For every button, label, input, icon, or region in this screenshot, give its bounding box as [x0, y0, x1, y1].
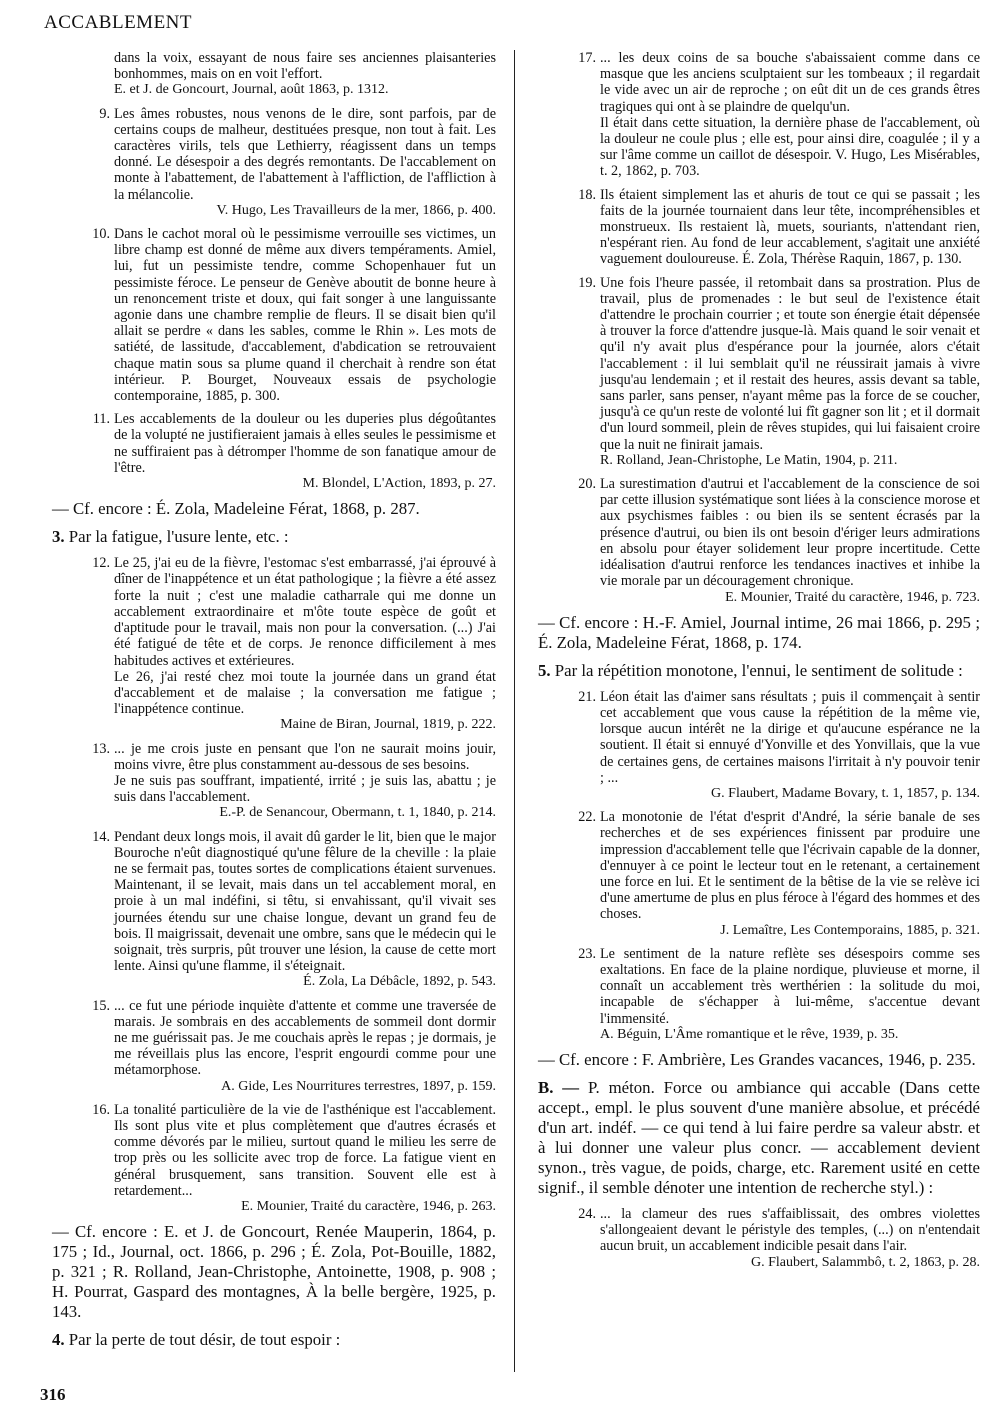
example-text: Pendant deux longs mois, il avait dû garder le lit, bien que le major Bouroche n'eût diagnostiqué qu'une fêlure de la cheville : la plaie ne se fermait pas, toutes sortes de complications étaient survenues. Maintenant, il se levait, mais dans un tel accablement moral, en proie à un mal indéfini, si têtu, si envahissant, qu'il vivait ses journées étendu sur une chaise longue, devant un grand feu de bois. Il maigrissait, devenait une ombre, sans que le médecin qui le soignait, très surpris, pût trouver une lésion, la cause de cette mort lente. Ainsi qu'une flamme, il s'éteignait.	[114, 828, 496, 975]
section-b-heading	[538, 1078, 980, 1198]
section-3-heading	[52, 527, 496, 547]
example-number: 17.	[578, 50, 596, 66]
example-number: 10.	[92, 226, 110, 243]
section-label: Par la répétition monotone, l'ennui, le sentiment de solitude :	[554, 660, 963, 680]
example-source: R. Rolland, Jean-Christophe, Le Matin, 1904, p. 211.	[600, 452, 898, 468]
example-text: La monotonie de l'état d'esprit d'André, la série banale de ses recherches et de ses expériences finissent par produire une impression d'accablement telle que l'écrivain capable de la donner, d'ennuyer à ce point le lecteur tout en le retenant, a certainement une force en lui. Et le sentiment de la bêtise de la vie se relève ici d'une amertume de plus en plus féroce à l'égard des hommes et des choses.	[600, 809, 980, 923]
section-label: Par la perte de tout désir, de tout espoir :	[68, 1330, 341, 1350]
example-text: dans la voix, essayant de nous faire ses anciennes plaisanteries bonhommes, mais on en voit l'effort.	[114, 50, 496, 83]
example-20	[538, 476, 980, 606]
left-column	[52, 50, 496, 1358]
example-source: V. Hugo, Les Travailleurs de la mer, 1866, p. 400.	[216, 202, 496, 218]
example-number: 24.	[578, 1205, 596, 1222]
cross-reference: — Cf. encore : É. Zola, Madeleine Férat, 1868, p. 287.	[52, 499, 420, 519]
example-text: Les accablements de la douleur ou les duperies plus dégoûtantes de la volupté ne justifieraient jamais à elles seules le pessimisme et ne suffiraient pas à détromper l'homme de son fanatique amour de l'être.	[114, 411, 496, 476]
example-21	[538, 689, 980, 802]
example-source: E.-P. de Senancour, Obermann, t. 1, 1840, p. 214.	[219, 805, 496, 821]
example-23	[538, 946, 980, 1043]
example-source: A. Gide, Les Nourritures terrestres, 1897, p. 159.	[221, 1078, 496, 1094]
section-4-heading	[52, 1330, 496, 1350]
example-source: G. Flaubert, Salammbô, t. 2, 1863, p. 28.	[750, 1254, 980, 1270]
example-14	[52, 829, 496, 991]
example-11	[52, 411, 496, 492]
section-number: 4.	[52, 1330, 65, 1350]
example-15	[52, 998, 496, 1095]
example-9	[52, 106, 496, 219]
example-text: La surestimation d'autrui et l'accablement de la conscience de soi par cette illusion systématique sont liées à la conscience morose et aux psychismes faibles : ou bien ils se sentent écrasés par la présence d'autrui, ou bien ils ont besoin d'ériger leurs admirations en absolu pour étayer solidement leur propre incertitude. Cette idéalisation d'autrui renforce les tendances inactives et inhibe la vie morale par un découragement chronique.	[600, 476, 980, 590]
page-number: 316	[40, 1385, 66, 1404]
section-number: 5.	[538, 660, 551, 680]
example-24	[538, 1206, 980, 1271]
example-source: G. Flaubert, Madame Bovary, t. 1, 1857, p. 134.	[711, 785, 980, 801]
example-18	[538, 187, 980, 268]
cross-reference: — Cf. encore : H.-F. Amiel, Journal intime, 26 mai 1866, p. 295 ; É. Zola, Madeleine Férat, 1868, p. 174.	[538, 612, 980, 652]
section-number: B. —	[538, 1077, 580, 1097]
example-number: 22.	[578, 809, 596, 826]
cross-reference: — Cf. encore : E. et J. de Goncourt, Renée Mauperin, 1864, p. 175 ; Id., Journal, oct. 1866, p. 296 ; É. Zola, Pot-Bouille, 1882, p. 321 ; R. Rolland, Jean-Christophe, Antoinette, 1908, p. 908 ; H. Pourrat, Gaspard des montagnes, À la belle bergère, 1925, p. 143.	[52, 1222, 496, 1322]
example-source: M. Blondel, L'Action, 1893, p. 27.	[302, 476, 496, 492]
example-text: La tonalité particulière de la vie de l'asthénique est l'accablement. Ils sont plus vite et plus complètement que d'autres écrasés et comme dévorés par le milieu, surtout quand le milieu les serre de trop près ou les sollicite avec trop de force. La fatigue vient en général brusquement, sans transition. Souvent elle est à retardement...	[114, 1101, 496, 1199]
example-text: Léon était las d'aimer sans résultats ; puis il commençait à sentir cet accablement que vous cause la répétition de la même vie, lorsque aucun intérêt ne la dirige et qu'aucune espérance ne la soutient. Il était si ennuyé d'Yonville et des Yonvillais, que la vue de certaines gens, de certaines maisons l'irritait à n'y pouvoir tenir ; ...	[600, 688, 980, 786]
example-text: Je ne suis pas souffrant, impatienté, irrité ; je suis las, abattu ; je suis dans l'accablement.	[114, 772, 496, 806]
example-number: 15.	[92, 997, 110, 1014]
right-column	[538, 50, 980, 1278]
example-13	[52, 741, 496, 822]
example-text: ... la clameur des rues s'affaiblissait, des ombres violettes s'allongeaient devant le péristyle des temples, (...) on n'entendait aucun bruit, un accablement indicible pesait dans l'air.	[600, 1205, 980, 1255]
example-text: Il était dans cette situation, la dernière phase de l'accablement, où la douleur ne coule plus ; elle est, pour ainsi dire, coagulée ; il y a sur l'âme comme un caillot de désespoir. V. Hugo, Les Misérables, t. 2, 1862, p. 703.	[600, 114, 980, 180]
example-text: Le 25, j'ai eu de la fièvre, l'estomac s'est embarrassé, j'ai éprouvé à dîner de l'inappétence et un état pathologique ; la fièvre a été assez forte la nuit ; c'est une maladie catharrale qui me donne un accablement extraordinaire et m'ôte toute espèce de goût et d'aptitude pour le travail, mais non pour la conversation. (...) J'ai été fatigué de tête et de corps. Je renonce difficilement à mes habitudes actives et extérieures.	[114, 555, 496, 669]
example-text: Le sentiment de la nature reflète ses désespoirs comme ses exaltations. En face de la plaine nordique, pluvieuse et morne, il connaît un accablement très werthérien : la solitude du moi, incapable de s'échapper à lui-même, s'accentue devant l'immensité.	[600, 945, 980, 1027]
example-source: A. Béguin, L'Âme romantique et le rêve, 1939, p. 35.	[600, 1026, 899, 1042]
example-number: 21.	[578, 688, 596, 705]
section-label: Par la fatigue, l'usure lente, etc. :	[68, 527, 289, 547]
example-text: Les âmes robustes, nous venons de le dire, sont parfois, par de certains coups de malheur, destituées presque, non tout à fait. Les caractères virils, tels que Lethierry, réagissent dans un temps donné. Le désespoir a des degrés remontants. De l'accablement on monte à l'abattement, de l'abattement à l'affliction, de l'affliction à la mélancolie.	[114, 105, 496, 203]
example-16	[52, 1102, 496, 1215]
example-number: 18.	[578, 186, 596, 203]
example-text: Dans le cachot moral où le pessimisme verrouille ses victimes, un libre champ est donné de même aux divers tempéraments. Amiel, lui, fut un pessimiste tendre, comme Schopenhauer fut un pessimiste féroce. Le penseur de Genève aboutit de bonne heure à un renoncement triste et doux, qui fait songer à une languissante agonie dans une chambre remplie de fleurs. Il se disait bien qu'il allait se perdre « dans les sables, comme le Rhin ». Les mots de satiété, de lassitude, d'accablement, d'abdication se retrouvaient chaque matin sous sa plume quand il cherchait à rendre son état intérieur. P. Bourget, Nouveaux essais de psychologie contemporaine, 1885, p. 300.	[114, 226, 496, 405]
example-source: Maine de Biran, Journal, 1819, p. 222.	[280, 717, 496, 733]
example-text: ... les deux coins de sa bouche s'abaissaient comme dans ce masque que les anciens sculptaient sur les tombeaux ; il regardait le vide avec un air de reproche ; on eût dit un de ces grands êtres tragiques qui ont à se plaindre de quelqu'un.	[600, 50, 980, 115]
example-10	[52, 226, 496, 404]
example-17	[538, 50, 980, 180]
section-5-heading	[538, 661, 980, 681]
example-number: 16.	[92, 1101, 110, 1118]
example-text: Le 26, j'ai resté chez moi toute la journée dans un grand état d'accablement et de malaise ; la conversation me fatigue ; l'inappétence continue.	[114, 668, 496, 718]
column-divider	[514, 50, 515, 1372]
example-12	[52, 555, 496, 733]
section-number: 3.	[52, 527, 65, 547]
example-number: 9.	[99, 105, 110, 122]
example-continuation	[52, 50, 496, 99]
example-number: 20.	[578, 476, 596, 493]
example-source: E. Mounier, Traité du caractère, 1946, p. 723.	[725, 589, 980, 605]
example-text: Une fois l'heure passée, il retombait dans sa prostration. Plus de travail, plus de promenades : le but seul de l'existence était d'attendre le prochain courrier ; et toute son énergie était dépensée à trouver la force d'attendre jusque-là. Mais quand le soir venait et qu'il n'y avait plus d'espérance pour la journée, alors c'était l'accablement : il lui semblait qu'il ne réussirait jamais à vivre jusqu'au lendemain ; et il restait des heures, assis devant sa table, sans parler, sans penser, n'ayant même pas la force de se coucher, jusqu'à ce qu'un reste de volonté lui fît gagner son lit ; et il dormait d'un lourd sommeil, plein de rêves stupides, qui lui faisaient croire que la nuit ne finirait jamais.	[600, 274, 980, 453]
example-number: 11.	[92, 411, 110, 428]
example-number: 13.	[92, 740, 110, 757]
example-number: 23.	[578, 945, 596, 962]
example-text: Ils étaient simplement las et ahuris de tout ce qui se passait ; les faits de la journée tournaient dans leur tête, incompréhensibles et monstrueux. Ils restaient là, muets, souriants, n'attendant rien, n'espérant rien. Au fond de leur accablement, s'agitait une anxiété vaguement douloureuse. É. Zola, Thérèse Raquin, 1867, p. 130.	[600, 186, 980, 268]
example-number: 12.	[92, 555, 110, 572]
example-19	[538, 275, 980, 469]
example-text: ... je me crois juste en pensant que l'on ne saurait moins jouir, moins vivre, être plus constamment au-dessous de ses besoins.	[114, 740, 496, 773]
example-22	[538, 809, 980, 939]
example-number: 19.	[578, 274, 596, 291]
section-label: P. méton. Force ou ambiance qui accable (Dans cette accept., empl. le plus souvent d'une manière absolue, et précédé d'un art. indéf. — ce qui tend à lui faire perdre sa valeur abstr. et à lui donner une valeur plus concr. — accablement devient synon., très vague, de poids, charge, etc. Rarement usité en cette signif., il semble dénoter une intention de recherche styl.) :	[538, 1077, 980, 1197]
example-source: J. Lemaître, Les Contemporains, 1885, p. 321.	[720, 922, 980, 938]
example-text: ... ce fut une période inquiète d'attente et comme une traversée de marais. Je sombrais en des accablements de sommeil dont dormir ne me guérissait pas. Je me couchais après le repas ; je dormais, je me réveillais plus las encore, l'esprit engourdi comme pour une métamorphose.	[114, 997, 496, 1079]
page-header-title: ACCABLEMENT	[44, 12, 192, 33]
example-source: É. Zola, La Débâcle, 1892, p. 543.	[303, 974, 496, 990]
example-number: 14.	[92, 828, 110, 845]
example-source: E. et J. de Goncourt, Journal, août 1863, p. 1312.	[114, 82, 389, 98]
example-source: E. Mounier, Traité du caractère, 1946, p. 263.	[241, 1199, 496, 1214]
cross-reference: — Cf. encore : F. Ambrière, Les Grandes vacances, 1946, p. 235.	[538, 1049, 976, 1069]
